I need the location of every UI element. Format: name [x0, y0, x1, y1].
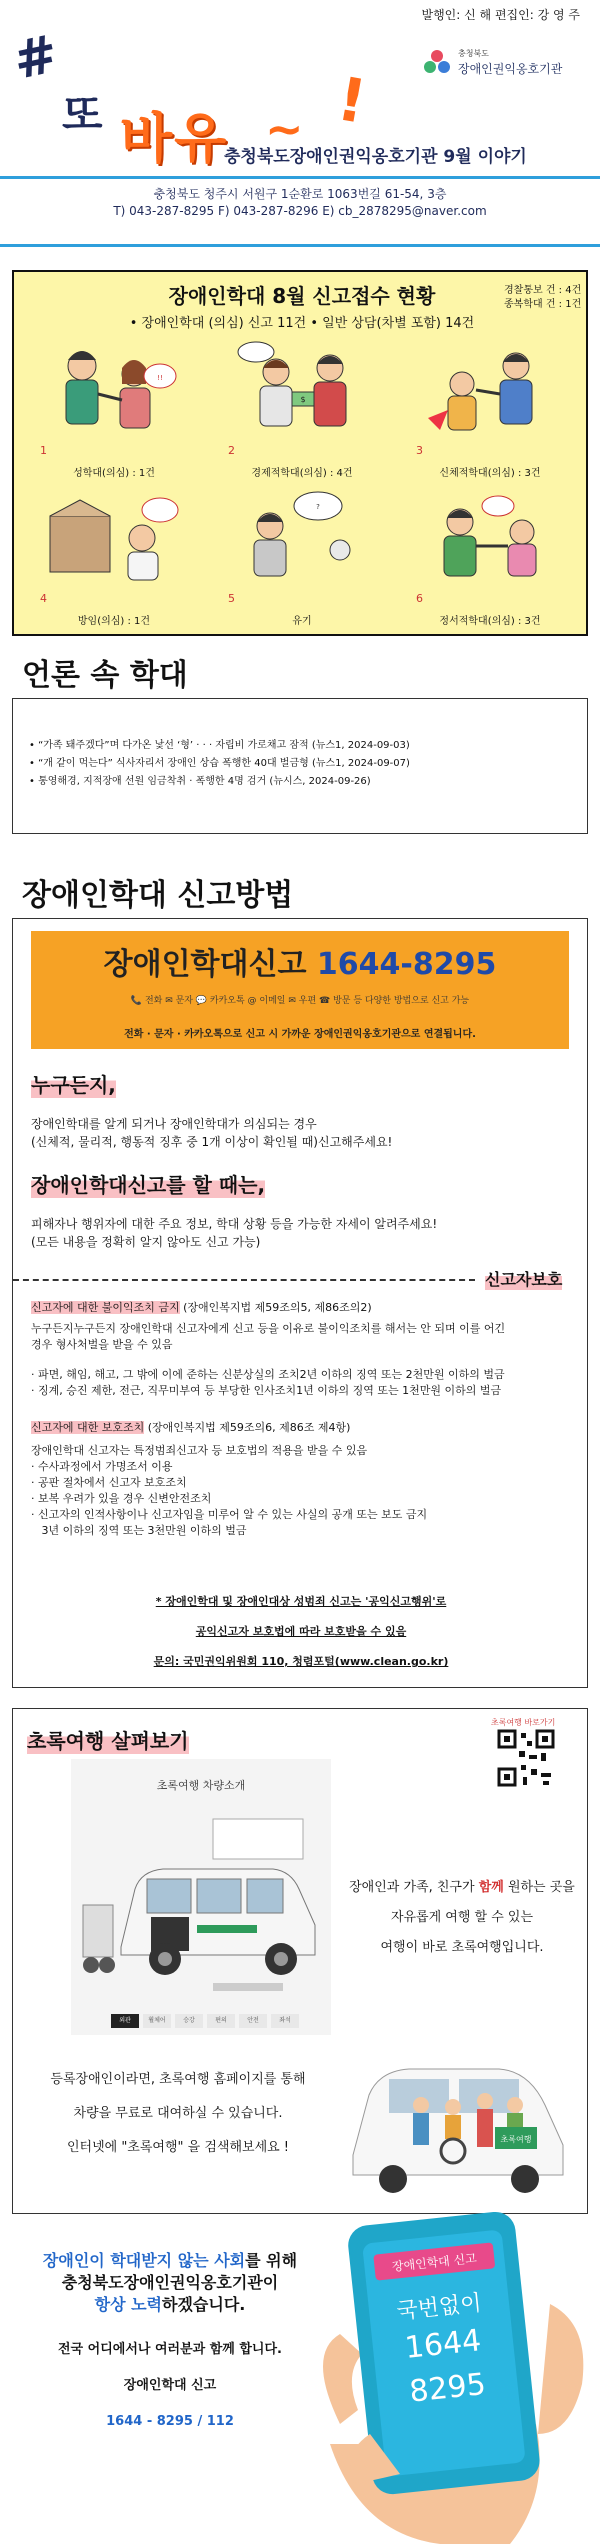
- law-heading: [31, 1299, 372, 1315]
- cell-number: 1: [40, 444, 47, 457]
- law-line: 경우 형사처벌을 받을 수 있음: [31, 1338, 173, 1351]
- report-channels: 📞 전화 ✉ 문자 💬 카카오톡 @ 이메일 ✉ 우편 ☎ 방문 등 다양한 방법으로 신고 가능: [130, 996, 470, 1006]
- cell-label: 성학대(의심) : 1건: [73, 468, 155, 479]
- logo-province: 충청북도: [458, 49, 489, 58]
- closing-message: [0, 2250, 340, 2440]
- cell-label: 유기: [292, 616, 312, 627]
- report-cell-sexual: [26, 332, 202, 482]
- closing-line: 충청북도장애인권익옹호기관이: [61, 2273, 279, 2292]
- travel-description: [335, 1873, 589, 1963]
- phone-header: 장애인학대 신고: [391, 2251, 478, 2274]
- closing-line: [0, 2250, 340, 2272]
- green-travel-box: [12, 1708, 588, 2214]
- report-cell-physical: [402, 332, 578, 482]
- vehicle-intro-card: [71, 1759, 331, 2035]
- when-heading: 장애인학대신고를 할 때는,: [31, 1169, 265, 1198]
- report-status-panel: [12, 270, 588, 636]
- vehicle-tab[interactable]: 휠체어: [143, 2014, 171, 2028]
- police-count: 경찰통보 건 : 4건: [504, 285, 582, 296]
- contact-line[interactable]: T) 043-287-8295 F) 043-287-8296 E) cb_2878295@naver.com: [113, 204, 487, 218]
- when-line: 피해자나 행위자에 대한 주요 정보, 학대 상황 등을 가능한 자세이 알려주세요!: [31, 1217, 438, 1231]
- travel-line: 차량을 무료로 대여하실 수 있습니다.: [73, 2106, 283, 2121]
- cell-label: 정서적학대(의심) : 3건: [439, 616, 541, 627]
- travel-line: 인터넷에 "초록여행" 을 검색해보세요 !: [66, 2140, 290, 2155]
- title-bayu: 바유: [120, 107, 229, 170]
- law-heading: [31, 1419, 350, 1435]
- law-text: [31, 1321, 505, 1353]
- closing-highlight: 장애인이 학대받지 않는 사회: [42, 2251, 246, 2270]
- closing-line: [0, 2294, 340, 2316]
- news-item[interactable]: • 통영해경, 지적장애 선원 임금착취 · 폭행한 4명 검거 (뉴시스, 2024-09-26): [29, 776, 371, 787]
- svg-text:!!: !!: [157, 374, 163, 382]
- phone-line: 8295: [407, 2366, 488, 2410]
- travel-heading: 초록여행 살펴보기: [27, 1725, 189, 1754]
- travel-text: 원하는 곳을: [503, 1880, 575, 1895]
- phone-line: 국번없이: [395, 2290, 483, 2325]
- vehicle-tabs: [111, 2007, 303, 2028]
- report-cell-neglect: [26, 480, 202, 630]
- abandonment-illustration-icon: [230, 486, 374, 590]
- neglect-illustration-icon: [42, 486, 186, 590]
- report-summary: • 장애인학대 (의심) 신고 11건 • 일반 상담(차별 포함) 14건: [129, 316, 475, 331]
- phone-hand-illustration: [300, 2204, 600, 2544]
- phone-line: 1644: [403, 2323, 483, 2366]
- anyone-heading: 누구든지,: [31, 1069, 116, 1098]
- news-title[interactable]: “개 같이 먹는다” 식사자리서 장애인 상습 폭행한 40대 벌금형 (뉴스1, 2024-09-07): [38, 758, 410, 769]
- hotline-banner: [31, 931, 569, 1049]
- cell-label: 방임(의심) : 1건: [77, 616, 151, 627]
- title-tilde: ~: [265, 102, 304, 156]
- report-cell-economic: [214, 332, 390, 482]
- cell-number: 4: [40, 592, 47, 605]
- cell-label: 신체적학대(의심) : 3건: [439, 468, 541, 479]
- media-news-box: [12, 698, 588, 834]
- law-line: · 공판 절차에서 신고자 보호조치: [31, 1476, 187, 1489]
- news-list: [29, 737, 410, 791]
- economic-abuse-illustration-icon: [230, 338, 374, 442]
- contact-address: [0, 186, 600, 220]
- travel-instructions: [13, 2063, 343, 2165]
- travel-text: 장애인과 가족, 친구가: [349, 1880, 479, 1895]
- news-title[interactable]: “가족 돼주겠다”며 다가온 낯선 ‘형’ · · · 자립비 가로채고 잠적 (뉴스1, 2024-09-03): [38, 740, 410, 751]
- vehicle-tab[interactable]: 좌석: [271, 2014, 299, 2028]
- cell-number: 5: [228, 592, 235, 605]
- hash-graphic: #: [8, 24, 64, 92]
- cell-number: 3: [416, 444, 423, 457]
- svg-text:$: $: [300, 395, 306, 404]
- hotline-label: 장애인학대신고: [103, 947, 317, 982]
- van-illustration-icon: [77, 1815, 325, 1995]
- protection-heading: 신고자보호: [485, 1267, 562, 1290]
- method-box: [12, 918, 588, 1688]
- address-line: 충청북도 청주시 서원구 1순환로 1063번길 61-54, 3층: [153, 187, 447, 201]
- report-side-stats: [504, 284, 581, 312]
- hotline-note: 전화 · 문자 · 카카오톡으로 신고 시 가까운 장애인권익옹호기관으로 연결됩니다.: [124, 1029, 476, 1040]
- title-exclamation: !: [332, 64, 372, 138]
- cell-number: 6: [416, 592, 423, 605]
- hotline-number[interactable]: 1644-8295: [316, 947, 497, 982]
- when-text: [31, 1215, 437, 1251]
- qr-label: 초록여행 바로가기: [491, 1718, 556, 1727]
- report-cell-abandonment: [214, 480, 390, 630]
- emotional-abuse-illustration-icon: [418, 486, 562, 590]
- inquiry-line[interactable]: 문의: 국민권익위원회 110, 청렴포털(www.clean.go.kr): [153, 1655, 449, 1668]
- vehicle-tab[interactable]: 안전: [239, 2014, 267, 2028]
- van-logo-text: 초록여행: [500, 2135, 532, 2144]
- law-line: · 신고자의 인적사항이나 신고자임을 미루어 알 수 있는 사실의 공개 또는 보도 금지: [31, 1508, 428, 1521]
- closing-line: 장애인학대 신고: [123, 2378, 217, 2393]
- law-line: · 수사과정에서 가명조서 이용: [31, 1460, 173, 1473]
- news-title[interactable]: 통영해경, 지적장애 선원 임금착취 · 폭행한 4명 검거 (뉴시스, 2024-09-26): [38, 776, 371, 787]
- when-line: (모든 내용을 정확히 알지 않아도 신고 가능): [31, 1235, 261, 1249]
- closing-numbers[interactable]: 1644 - 8295 / 112: [106, 2414, 234, 2429]
- vehicle-tab[interactable]: 외관: [111, 2014, 139, 2028]
- vehicle-tab[interactable]: 편의: [207, 2014, 235, 2028]
- cell-label: 경제적학대(의심) : 4건: [251, 468, 353, 479]
- closing-highlight: 항상 노력: [94, 2295, 163, 2314]
- travel-line: 자유롭게 여행 할 수 있는: [390, 1910, 534, 1925]
- newsletter-subtitle: 충청북도장애인권익옹호기관 9월 이야기: [224, 147, 527, 167]
- closing-text: 를 위해: [245, 2251, 298, 2270]
- law-line: 3년 이하의 징역 또는 3천만원 이하의 벌금: [31, 1524, 247, 1537]
- closing-mission: [0, 2250, 340, 2316]
- title-ddo: 또: [62, 90, 103, 139]
- law-line: 장애인학대 신고자는 특정범죄신고자 등 보호법의 적용을 받을 수 있음: [31, 1444, 368, 1457]
- sexual-abuse-illustration-icon: [42, 338, 186, 442]
- logo-mark-icon: [422, 48, 452, 78]
- hotline-title: [31, 939, 569, 983]
- news-item[interactable]: • “가족 돼주겠다”며 다가온 낯선 ‘형’ · · · 자립비 가로채고 잠적 (뉴스1, 2024-09-03): [29, 740, 410, 751]
- law-reference: (장애인복지법 제59조의5, 제86조의2): [179, 1301, 372, 1314]
- vehicle-tab[interactable]: 승강: [175, 2014, 203, 2028]
- vehicle-title: 초록여행 차량소개: [156, 1779, 246, 1792]
- anyone-line: 장애인학대를 알게 되거나 장애인학대가 의심되는 경우: [31, 1117, 317, 1131]
- anyone-line: (신체적, 물리적, 행동적 징후 중 1개 이상이 확인될 때)신고해주세요!: [31, 1135, 393, 1149]
- anyone-text: [31, 1115, 392, 1151]
- publisher-line: 발행인: 신 해 편집인: 강 영 주: [421, 8, 580, 22]
- travel-line: 여행이 바로 초록여행입니다.: [380, 1940, 544, 1955]
- penalty-item: · 징계, 승진 제한, 전근, 직무미부여 등 부당한 인사조치1년 이하의 징역 또는 1천만원 이하의 벌금: [31, 1384, 502, 1397]
- travel-highlight: 함께: [478, 1880, 504, 1895]
- travel-line: 등록장애인이라면, 초록여행 홈페이지를 통해: [50, 2072, 306, 2087]
- law-notes: [13, 1587, 589, 1677]
- dashed-divider: [13, 1279, 475, 1281]
- law-line: 누구든지누구든지 장애인학대 신고자에게 신고 등을 이유로 불이익조치를 해서는 안 되며 이를 어긴: [31, 1322, 506, 1335]
- method-heading: 장애인학대 신고방법: [22, 878, 294, 913]
- law-text: [31, 1443, 427, 1539]
- organization-logo[interactable]: [422, 44, 582, 84]
- law-title: 신고자에 대한 보호조치: [31, 1421, 145, 1434]
- report-cell-emotional: [402, 480, 578, 630]
- law-penalties: [31, 1367, 505, 1399]
- penalty-item: · 파면, 해임, 해고, 그 밖에 이에 준하는 신분상실의 조치2년 이하의 징역 또는 2천만원 이하의 벌금: [31, 1368, 505, 1381]
- qr-code-icon[interactable]: [497, 1729, 555, 1787]
- logo-name: 장애인권익옹호기관: [458, 62, 563, 76]
- news-item[interactable]: • “개 같이 먹는다” 식사자리서 장애인 상습 폭행한 40대 벌금형 (뉴스1, 2024-09-07): [29, 758, 410, 769]
- closing-contact: [0, 2332, 340, 2440]
- cell-number: 2: [228, 444, 235, 457]
- header-divider-bottom: [0, 244, 600, 247]
- law-reference: (장애인복지법 제59조의6, 제86조 제4항): [144, 1421, 351, 1434]
- law-line: · 보복 우려가 있을 경우 신변안전조치: [31, 1492, 212, 1505]
- note-line: 공익신고자 보호법에 따라 보호받을 수 있음: [195, 1625, 407, 1638]
- report-title: 장애인학대 8월 신고접수 현황: [168, 284, 436, 308]
- closing-text: 하겠습니다.: [162, 2295, 246, 2314]
- media-heading: 언론 속 학대: [22, 658, 188, 693]
- travel-line: [335, 1873, 589, 1903]
- header-divider-top: [0, 176, 600, 179]
- svg-text:?: ?: [316, 503, 320, 511]
- family-van-photo: [349, 2035, 579, 2201]
- closing-line: 전국 어디에서나 여러분과 함께 합니다.: [58, 2342, 282, 2357]
- physical-abuse-illustration-icon: [418, 338, 562, 442]
- note-line: * 장애인학대 및 장애인대상 성범죄 신고는 '공익신고행위'로: [155, 1595, 447, 1608]
- repeat-count: 종복학대 건 : 1건: [504, 299, 582, 310]
- law-title: 신고자에 대한 불이익조치 금지: [31, 1301, 180, 1314]
